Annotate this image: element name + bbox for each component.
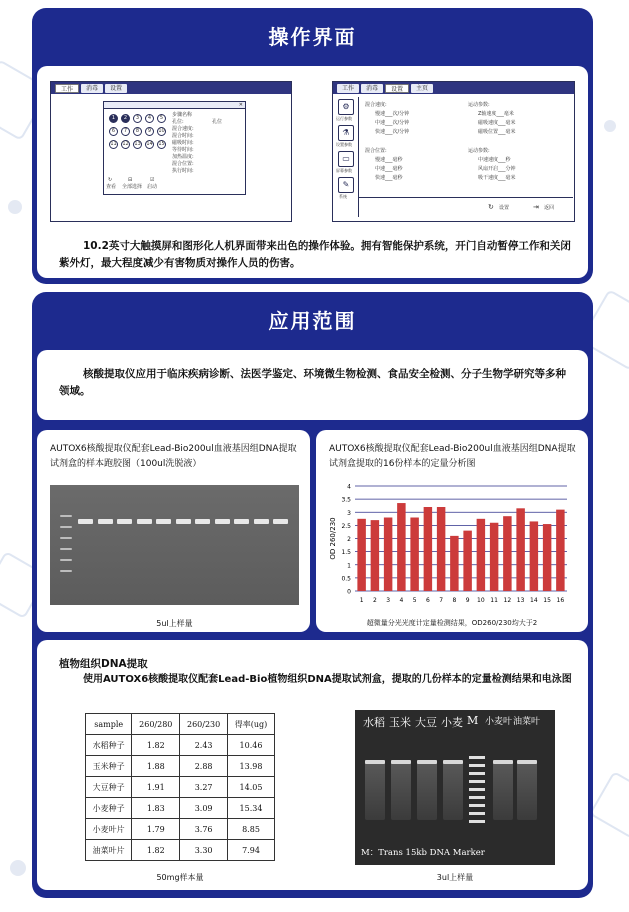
tab-disinfect[interactable]: 消毒: [81, 84, 103, 93]
dna-band: [493, 760, 513, 764]
gel-lane-label: 小麦叶: [485, 717, 513, 727]
table-cell: 玉米种子: [86, 756, 132, 777]
y-tick-label: 0.5: [341, 575, 351, 583]
table-cell: 1.88: [132, 756, 180, 777]
work-screen: [50, 81, 292, 222]
table-cell: 1.83: [132, 798, 180, 819]
param-label: 加热温度:: [172, 154, 194, 160]
x-tick-label: 16: [556, 597, 565, 604]
bar: [384, 518, 392, 592]
bar: [490, 523, 498, 591]
param-label: 磁吸时间:: [172, 140, 194, 146]
chart-caption: AUTOX6核酸提取仪配套Lead-Bio200ul血液基因组DNA提取试剂盒提取的16份样本的定量分析图: [329, 444, 576, 469]
table-cell: 15.34: [228, 798, 275, 819]
marker-band: [469, 764, 485, 767]
dna-band: [156, 519, 171, 524]
settings-row[interactable]: 磁吸速度___毫米: [478, 120, 516, 126]
table-cell: 1.82: [132, 840, 180, 861]
param-label: 混合时间:: [172, 133, 194, 139]
settings-row[interactable]: 磁吸位置___毫米: [478, 129, 516, 135]
table-row: [86, 735, 275, 756]
table-cell: 13.98: [228, 756, 275, 777]
x-tick-label: 2: [372, 597, 377, 604]
table-header-cell: 260/280: [132, 714, 180, 735]
well-button[interactable]: 15: [158, 141, 165, 147]
dna-band: [234, 519, 249, 524]
dna-band: [78, 519, 93, 524]
ladder-band: [60, 526, 72, 528]
y-tick-label: 2: [347, 536, 351, 543]
bar: [397, 503, 405, 591]
x-tick-label: 5: [412, 597, 417, 604]
param-label: 执行时间:: [172, 168, 194, 174]
save-button[interactable]: 设置: [499, 205, 510, 211]
application-intro: 核酸提取仪应用于临床疾病诊断、法医学鉴定、环境微生物检测、食品安全检测、分子生物学研究等多种领域。: [59, 368, 566, 397]
param-label: 等待时间:: [172, 147, 194, 153]
section-title: 应用范围: [268, 309, 357, 333]
table-cell: 10.46: [228, 735, 275, 756]
table-cell: 大豆种子: [86, 777, 132, 798]
settings-group-title: 运动参数:: [468, 102, 490, 108]
gear-icon[interactable]: ⚙: [338, 99, 354, 115]
sidebar-item-run-params[interactable]: 运行参数: [336, 116, 352, 121]
refresh-icon[interactable]: ↻: [108, 177, 113, 183]
settings-group-title: 混合速度:: [365, 102, 387, 108]
start-icon[interactable]: ☑: [150, 177, 155, 183]
bar: [503, 516, 511, 591]
close-icon[interactable]: ✕: [104, 102, 245, 109]
settings-row[interactable]: 风扇开启___分钟: [478, 166, 516, 172]
gel-lane-label: 油菜叶: [513, 717, 541, 727]
bar: [530, 521, 538, 591]
x-tick-label: 15: [543, 597, 551, 604]
settings-row[interactable]: 快速___毫秒: [375, 175, 403, 181]
y-tick-label: 1.5: [341, 549, 351, 557]
gel-loading-note: 5ul上样量: [156, 619, 193, 628]
table-cell: 1.79: [132, 819, 180, 840]
table-cell: 小麦叶片: [86, 819, 132, 840]
table-header-cell: sample: [86, 714, 132, 735]
bar: [357, 519, 365, 591]
table-header-cell: 260/230: [180, 714, 228, 735]
marker-band: [469, 812, 485, 815]
dna-band: [391, 760, 411, 764]
y-axis-label: OD 260/230: [329, 517, 337, 560]
well-button[interactable]: 4: [145, 114, 154, 123]
param-label: 步骤名称: [172, 112, 193, 118]
well-button[interactable]: 14: [146, 141, 153, 147]
x-tick-label: 12: [503, 597, 512, 604]
table-header-cell: 得率(ug): [228, 714, 275, 735]
save-icon[interactable]: ↻: [488, 203, 494, 211]
sidebar-item-set-params[interactable]: 设置参数: [336, 142, 352, 147]
dna-band: [98, 519, 113, 524]
table-row: [86, 840, 275, 861]
bar: [371, 520, 379, 591]
gel-lane: [391, 760, 411, 820]
gel-caption: AUTOX6核酸提取仪配套Lead-Bio200ul血液基因组DNA提取试剂盒的样本跑胶图（100ul洗脱液）: [50, 444, 297, 469]
dna-band: [117, 519, 132, 524]
x-tick-label: 13: [516, 597, 525, 604]
ladder-band: [60, 559, 72, 561]
monitor-icon[interactable]: ▭: [338, 151, 354, 167]
sidebar-item-screen-params[interactable]: 屏幕参数: [336, 168, 352, 173]
y-tick-label: 3: [347, 509, 351, 517]
x-tick-label: 14: [530, 597, 538, 604]
select-all-button[interactable]: 全部选择: [122, 184, 143, 190]
settings-divider: [359, 197, 573, 198]
bar: [543, 524, 551, 591]
tab-disinfect[interactable]: 消毒: [361, 84, 383, 93]
well-button[interactable]: 7: [121, 127, 130, 136]
gel-lane-label: M: [467, 714, 479, 727]
settings-screen-tabbar: [333, 82, 574, 94]
well-button[interactable]: 1: [109, 114, 118, 123]
tab-work[interactable]: 工作: [55, 84, 79, 93]
marker-band: [469, 756, 485, 759]
bar: [450, 536, 458, 591]
interface-card: [37, 66, 588, 278]
table-cell: 14.05: [228, 777, 275, 798]
settings-row[interactable]: 中速___毫秒: [375, 166, 403, 172]
table-cell: 3.27: [180, 777, 228, 798]
x-tick-label: 8: [452, 597, 457, 604]
wrench-icon[interactable]: ✎: [338, 177, 354, 193]
settings-row[interactable]: 慢速___次/分钟: [375, 111, 410, 117]
bar: [516, 508, 524, 591]
settings-row[interactable]: Z轴速度___毫米: [478, 111, 514, 117]
bar: [437, 507, 445, 591]
settings-row[interactable]: 吸干速度___毫米: [478, 175, 516, 181]
tab-home[interactable]: 主页: [411, 84, 433, 93]
table-cell: 8.85: [228, 819, 275, 840]
param-value: 孔位: [212, 119, 223, 125]
settings-row[interactable]: 中速速度___秒: [478, 157, 511, 163]
ladder-band: [60, 537, 72, 539]
flask-icon[interactable]: ⚗: [338, 125, 354, 141]
blood-dna-gel-card: [37, 430, 310, 632]
table-row: [86, 819, 275, 840]
settings-group-title: 运动参数:: [468, 148, 490, 154]
dna-band: [517, 760, 537, 764]
well-button[interactable]: 5: [157, 114, 166, 123]
table-cell: 小麦种子: [86, 798, 132, 819]
x-tick-label: 9: [465, 597, 470, 604]
gel-lane: [443, 760, 463, 820]
section-title: 操作界面: [268, 25, 357, 49]
work-screen-tabbar: [51, 82, 291, 94]
dna-band: [254, 519, 269, 524]
table-cell: 水稻种子: [86, 735, 132, 756]
table-cell: 1.82: [132, 735, 180, 756]
intro-card: [37, 350, 588, 420]
well-button[interactable]: 6: [109, 127, 118, 136]
table-sample-note: 50mg样本量: [156, 873, 204, 882]
dna-band: [137, 519, 152, 524]
gel-lane: [417, 760, 437, 820]
gel-lane: [517, 760, 537, 820]
param-label: 混合速度:: [172, 126, 194, 132]
dna-band: [443, 760, 463, 764]
settings-row[interactable]: 慢速___毫秒: [375, 157, 403, 163]
gel-lane: [493, 760, 513, 820]
table-cell: 3.76: [180, 819, 228, 840]
table-cell: 7.94: [228, 840, 275, 861]
ladder-band: [60, 570, 72, 572]
table-cell: 2.88: [180, 756, 228, 777]
x-tick-label: 1: [359, 597, 364, 604]
plant-section-title: 植物组织DNA提取: [59, 658, 148, 670]
well-dialog: [103, 101, 246, 195]
table-cell: 1.91: [132, 777, 180, 798]
dna-band: [176, 519, 191, 524]
bar: [410, 518, 418, 592]
table-row: [86, 756, 275, 777]
table-cell: 3.30: [180, 840, 228, 861]
agarose-gel-image: [50, 485, 299, 605]
param-label: 混合位置:: [172, 161, 194, 167]
x-tick-label: 4: [399, 597, 404, 604]
bar: [424, 507, 432, 591]
back-button[interactable]: 返回: [544, 205, 555, 211]
table-cell: 3.09: [180, 798, 228, 819]
tab-settings[interactable]: 设置: [385, 84, 409, 93]
marker-band: [469, 780, 485, 783]
od-ratio-bar-chart: [327, 480, 577, 615]
select-all-icon[interactable]: ⊟: [128, 177, 133, 183]
application-scope-panel: [32, 292, 593, 898]
marker-band: [469, 772, 485, 775]
well-button[interactable]: 2: [121, 114, 130, 123]
back-icon[interactable]: ⇥: [533, 203, 539, 211]
x-tick-label: 6: [425, 597, 430, 604]
y-tick-label: 2.5: [341, 522, 351, 530]
y-tick-label: 4: [347, 483, 351, 491]
tab-work[interactable]: 工作: [337, 84, 359, 93]
y-tick-label: 3.5: [341, 496, 351, 504]
dna-band: [365, 760, 385, 764]
well-button[interactable]: 3: [133, 114, 142, 123]
dna-band: [195, 519, 210, 524]
bar: [556, 510, 564, 591]
chart-note: 超微量分光光度计定量检测结果，OD260/230均大于2: [366, 619, 538, 627]
interface-description: 10.2英寸大触摸屏和图形化人机界面带来出色的操作体验。拥有智能保护系统，开门自动暂停工作和关闭紫外灯，最大程度减少有害物质对操作人员的伤害。: [59, 240, 571, 269]
marker-band: [469, 796, 485, 799]
gel-lane-label: 大豆: [415, 716, 437, 729]
bar: [463, 531, 471, 591]
marker-label: M：Trans 15kb DNA Marker: [361, 848, 485, 858]
plant-dna-card: [37, 640, 588, 890]
marker-band: [469, 804, 485, 807]
bar: [477, 519, 485, 591]
plant-dna-gel-image: [355, 710, 555, 865]
well-button[interactable]: 12: [122, 141, 129, 147]
table-cell: 油菜叶片: [86, 840, 132, 861]
well-button[interactable]: 9: [145, 127, 154, 136]
dna-band: [215, 519, 230, 524]
settings-row[interactable]: 快速___次/分钟: [375, 129, 410, 135]
gel-lane: [365, 760, 385, 820]
quant-chart-card: [316, 430, 588, 632]
ladder-band: [60, 515, 72, 517]
x-tick-label: 10: [477, 597, 485, 604]
settings-sidebar: [335, 97, 359, 217]
gel-lane-label: 小麦: [441, 716, 463, 729]
gel-lane-label: 水稻: [363, 716, 385, 729]
plant-description: 使用AUTOX6核酸提取仪配套Lead-Bio植物组织DNA提取试剂盒，提取的几份样本的定量检测结果和电泳图: [83, 674, 572, 685]
gel-loading-note: 3ul上样量: [436, 873, 474, 882]
sidebar-item-system[interactable]: 系统: [339, 194, 347, 199]
settings-row[interactable]: 中速___次/分钟: [375, 120, 410, 126]
y-tick-label: 1: [347, 562, 351, 570]
gel-lane-label: 玉米: [389, 716, 411, 729]
view-button[interactable]: 查看: [106, 184, 117, 190]
settings-screen: [332, 81, 575, 222]
well-button[interactable]: 11: [110, 141, 117, 147]
settings-group-title: 混合位置:: [365, 148, 387, 154]
table-row: [86, 798, 275, 819]
dna-band: [417, 760, 437, 764]
table-header-row: [86, 714, 275, 735]
marker-band: [469, 820, 485, 823]
operation-interface-panel: [32, 8, 593, 284]
table-row: [86, 777, 275, 798]
table-cell: 2.43: [180, 735, 228, 756]
well-button[interactable]: 10: [158, 128, 165, 134]
ladder-band: [60, 548, 72, 550]
tab-settings[interactable]: 设置: [105, 84, 127, 93]
x-tick-label: 3: [386, 597, 391, 604]
well-button[interactable]: 8: [133, 127, 142, 136]
well-button[interactable]: 13: [134, 141, 141, 147]
quant-table: [85, 713, 275, 861]
y-tick-label: 0: [347, 588, 351, 596]
start-button[interactable]: 启动: [147, 184, 158, 190]
x-tick-label: 11: [490, 597, 498, 604]
x-tick-label: 7: [439, 597, 444, 604]
param-label: 孔位:: [172, 119, 184, 125]
marker-band: [469, 788, 485, 791]
dna-band: [273, 519, 288, 524]
